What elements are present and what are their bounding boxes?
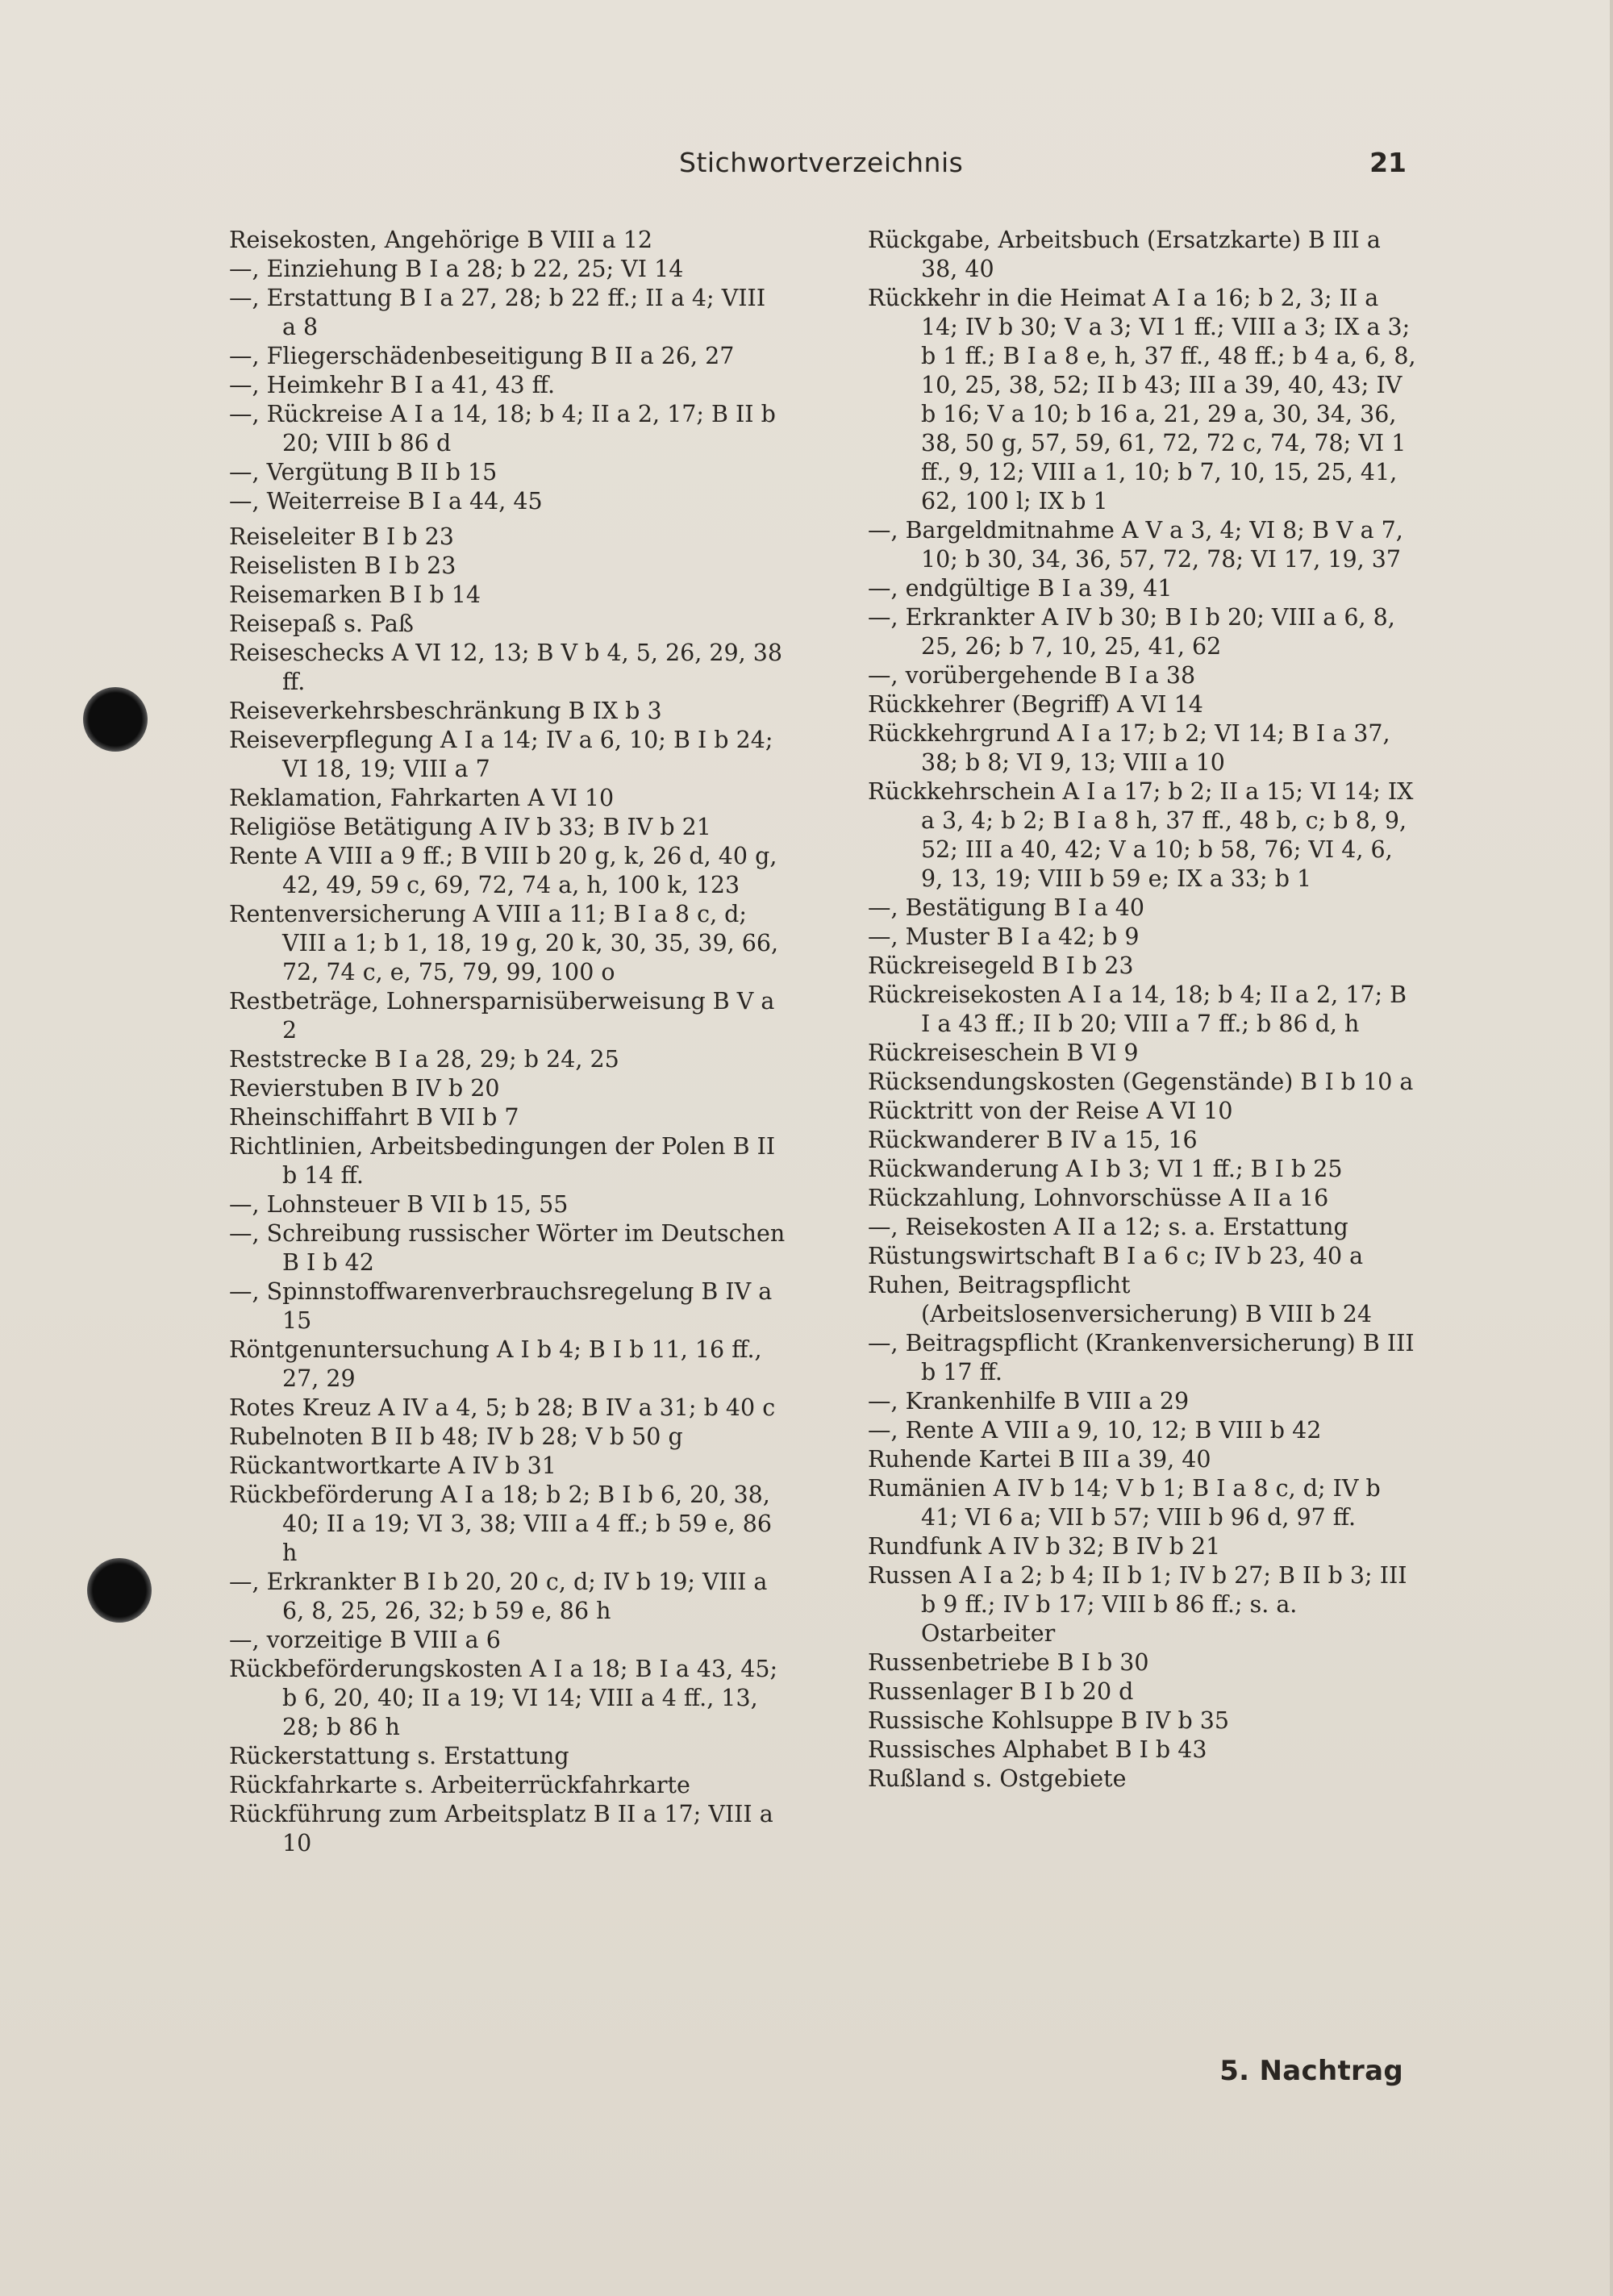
index-entry: Rückführung zum Arbeitsplatz B II a 17; VIII a 10 bbox=[229, 1801, 781, 1856]
index-entry: —, Beitragspflicht (Krankenversicherung) B III b 17 ff. bbox=[868, 1330, 1422, 1386]
index-entry: Rücktritt von der Reise A VI 10 bbox=[868, 1098, 1233, 1124]
index-entry: Rückreisegeld B I b 23 bbox=[868, 952, 1134, 979]
index-entry: —, Erkrankter A IV b 30; B I b 20; VIII a 6, 8, 25, 26; b 7, 10, 25, 41, 62 bbox=[868, 604, 1403, 660]
index-entry: —, Heimkehr B I a 41, 43 ff. bbox=[229, 372, 556, 398]
index-entry: Reiselisten B I b 23 bbox=[229, 552, 456, 579]
index-entry: Russen A I a 2; b 4; II b 1; IV b 27; B II b 3; III b 9 ff.; IV b 17; VIII b 86 ff.; s. a. Ostarbeiter bbox=[868, 1562, 1415, 1647]
index-entry: —, vorübergehende B I a 38 bbox=[868, 662, 1196, 689]
index-entry: Rückbeförderungskosten A I a 18; B I a 43, 45; b 6, 20, 40; II a 19; VI 14; VIII a 4 ff., 13, 28; b 86 h bbox=[229, 1656, 786, 1740]
index-entry: Reiseverkehrsbeschränkung B IX b 3 bbox=[229, 698, 662, 724]
index-entry: —, Krankenhilfe B VIII a 29 bbox=[868, 1388, 1190, 1415]
index-entry: Rückkehrschein A I a 17; b 2; II a 15; VI 14; IX a 3, 4; b 2; B I a 8 h, 37 ff., 48 b, c; b 8, 9, 52; III a 40, 42; V a 10; b 58, 76; VI 4, 6, 9, 13, 19; VIII b 59 e; IX a 33; b 1 bbox=[868, 778, 1421, 892]
index-entry: Religiöse Betätigung A IV b 33; B IV b 21 bbox=[229, 814, 711, 840]
index-entry: Rückantwortkarte A IV b 31 bbox=[229, 1452, 556, 1479]
index-entry: Rückwanderung A I b 3; VI 1 ff.; B I b 25 bbox=[868, 1156, 1343, 1182]
index-entry: —, vorzeitige B VIII a 6 bbox=[229, 1627, 501, 1653]
supplement-label: 5. Nachtrag bbox=[1219, 2055, 1403, 2087]
index-entry: —, Spinnstoffwarenverbrauchsregelung B IV a 15 bbox=[229, 1278, 780, 1334]
index-entry: —, Schreibung russischer Wörter im Deutschen B I b 42 bbox=[229, 1220, 793, 1276]
index-entry: Reisekosten, Angehörige B VIII a 12 bbox=[229, 227, 652, 253]
punch-hole-top bbox=[83, 687, 148, 752]
index-entry: Restbeträge, Lohnersparnisüberweisung B V a 2 bbox=[229, 988, 782, 1044]
index-entry: —, Einziehung B I a 28; b 22, 25; VI 14 bbox=[229, 256, 684, 282]
index-entry: —, Weiterreise B I a 44, 45 bbox=[229, 488, 543, 515]
index-entry: Ruhende Kartei B III a 39, 40 bbox=[868, 1446, 1211, 1473]
index-entry: Richtlinien, Arbeitsbedingungen der Polen B II b 14 ff. bbox=[229, 1133, 783, 1189]
index-entry: —, Reisekosten A II a 12; s. a. Erstattung bbox=[868, 1214, 1348, 1240]
index-column-left bbox=[229, 226, 793, 1858]
index-entry: Reststrecke B I a 28, 29; b 24, 25 bbox=[229, 1046, 619, 1073]
index-entry: —, Erstattung B I a 27, 28; b 22 ff.; II a 4; VIII a 8 bbox=[229, 285, 773, 340]
index-entry: Revierstuben B IV b 20 bbox=[229, 1075, 500, 1102]
index-column-right bbox=[868, 226, 1423, 1794]
index-entry: —, Vergütung B II b 15 bbox=[229, 459, 498, 485]
page-number: 21 bbox=[1369, 147, 1407, 178]
index-entry: Reiseverpflegung A I a 14; IV a 6, 10; B I b 24; VI 18, 19; VIII a 7 bbox=[229, 727, 781, 782]
index-entry: Ruhen, Beitragspflicht (Arbeitslosenversicherung) B VIII b 24 bbox=[868, 1272, 1373, 1327]
index-entry: Rentenversicherung A VIII a 11; B I a 8 c, d; VIII a 1; b 1, 18, 19 g, 20 k, 30, 35, 39, 66, 72, 74 c, e, 75, 79, 99, 100 o bbox=[229, 901, 786, 985]
index-entry: Rüstungswirtschaft B I a 6 c; IV b 23, 40 a bbox=[868, 1243, 1364, 1269]
index-entry: —, Fliegerschädenbeseitigung B II a 26, 27 bbox=[229, 343, 735, 369]
index-entry: Rückgabe, Arbeitsbuch (Ersatzkarte) B III a 38, 40 bbox=[868, 227, 1388, 282]
index-entry: Rückzahlung, Lohnvorschüsse A II a 16 bbox=[868, 1185, 1329, 1211]
index-entry: —, Rückreise A I a 14, 18; b 4; II a 2, 17; B II b 20; VIII b 86 d bbox=[229, 401, 783, 456]
index-entry: Rückreisekosten A I a 14, 18; b 4; II a 2, 17; B I a 43 ff.; II b 20; VIII a 7 ff.; b 86 d, h bbox=[868, 981, 1415, 1037]
index-entry: Rubelnoten B II b 48; IV b 28; V b 50 g bbox=[229, 1423, 683, 1450]
index-entry: —, endgültige B I a 39, 41 bbox=[868, 575, 1173, 602]
index-entry: Russenlager B I b 20 d bbox=[868, 1678, 1134, 1705]
index-entry: —, Lohnsteuer B VII b 15, 55 bbox=[229, 1191, 569, 1218]
index-entry: Reisemarken B I b 14 bbox=[229, 581, 481, 608]
index-entry: Rotes Kreuz A IV a 4, 5; b 28; B IV a 31; b 40 c bbox=[229, 1394, 776, 1421]
index-entry: —, Bargeldmitnahme A V a 3, 4; VI 8; B V a 7, 10; b 30, 34, 36, 57, 72, 78; VI 17, 19, 37 bbox=[868, 517, 1411, 573]
index-entry: Rheinschiffahrt B VII b 7 bbox=[229, 1104, 519, 1131]
index-entry: Rückreiseschein B VI 9 bbox=[868, 1040, 1139, 1066]
index-entry: Röntgenuntersuchung A I b 4; B I b 11, 16 ff., 27, 29 bbox=[229, 1336, 769, 1392]
index-entry: Reiseschecks A VI 12, 13; B V b 4, 5, 26, 29, 38 ff. bbox=[229, 640, 790, 695]
index-entry: Rückerstattung s. Erstattung bbox=[229, 1743, 569, 1769]
index-entry: Reiseleiter B I b 23 bbox=[229, 523, 454, 550]
index-entry: Russische Kohlsuppe B IV b 35 bbox=[868, 1707, 1230, 1734]
index-entry: Rückkehr in die Heimat A I a 16; b 2, 3; II a 14; IV b 30; V a 3; VI 1 ff.; VIII a 3; IX a 3; b 1 ff.; B I a 8 e, h, 37 ff., 48 ff.; b 4 a, 6, 8, 10, 25, 38, 52; II b 43; III a 39, 40, 43; IV b 16; V a 10; b 16 a, 21, 29 a, 30, 34, 36, 38, 50 g, 57, 59, 61, 72, 72 c, 74, 78; VI 1 ff., 9, 12; VIII a 1, 10; b 7, 10, 15, 25, 41, 62, 100 l; IX b 1 bbox=[868, 285, 1423, 515]
index-entry: Rückfahrkarte s. Arbeiterrückfahrkarte bbox=[229, 1772, 690, 1798]
index-entry: Rücksendungskosten (Gegenstände) B I b 10 a bbox=[868, 1069, 1414, 1095]
page-title: Stichwortverzeichnis bbox=[679, 147, 964, 178]
index-entry: —, Muster B I a 42; b 9 bbox=[868, 923, 1140, 950]
index-entry: —, Erkrankter B I b 20, 20 c, d; IV b 19; VIII a 6, 8, 25, 26, 32; b 59 e, 86 h bbox=[229, 1569, 775, 1624]
index-entry: Reisepaß s. Paß bbox=[229, 610, 414, 637]
index-entry: Rückwanderer B IV a 15, 16 bbox=[868, 1127, 1198, 1153]
page-header bbox=[0, 147, 1613, 187]
index-entry: —, Rente A VIII a 9, 10, 12; B VIII b 42 bbox=[868, 1417, 1322, 1444]
index-entry: Rückkehrer (Begriff) A VI 14 bbox=[868, 691, 1203, 718]
punch-hole-bottom bbox=[87, 1558, 152, 1623]
index-entry: Russisches Alphabet B I b 43 bbox=[868, 1736, 1207, 1763]
index-entry: Rückbeförderung A I a 18; b 2; B I b 6, 20, 38, 40; II a 19; VI 3, 38; VIII a 4 ff.; b 59 e, 86 h bbox=[229, 1481, 780, 1566]
index-entry: —, Bestätigung B I a 40 bbox=[868, 894, 1144, 921]
index-entry: Rente A VIII a 9 ff.; B VIII b 20 g, k, 26 d, 40 g, 42, 49, 59 c, 69, 72, 74 a, h, 100 k, 123 bbox=[229, 843, 785, 898]
index-entry: Russenbetriebe B I b 30 bbox=[868, 1649, 1149, 1676]
index-entry: Rumänien A IV b 14; V b 1; B I a 8 c, d; IV b 41; VI 6 a; VII b 57; VIII b 96 d, 97 ff. bbox=[868, 1475, 1388, 1531]
index-entry: Rußland s. Ostgebiete bbox=[868, 1765, 1127, 1792]
index-entry: Reklamation, Fahrkarten A VI 10 bbox=[229, 785, 615, 811]
index-entry: Rückkehrgrund A I a 17; b 2; VI 14; B I a 37, 38; b 8; VI 9, 13; VIII a 10 bbox=[868, 720, 1398, 776]
index-entry: Rundfunk A IV b 32; B IV b 21 bbox=[868, 1533, 1221, 1560]
